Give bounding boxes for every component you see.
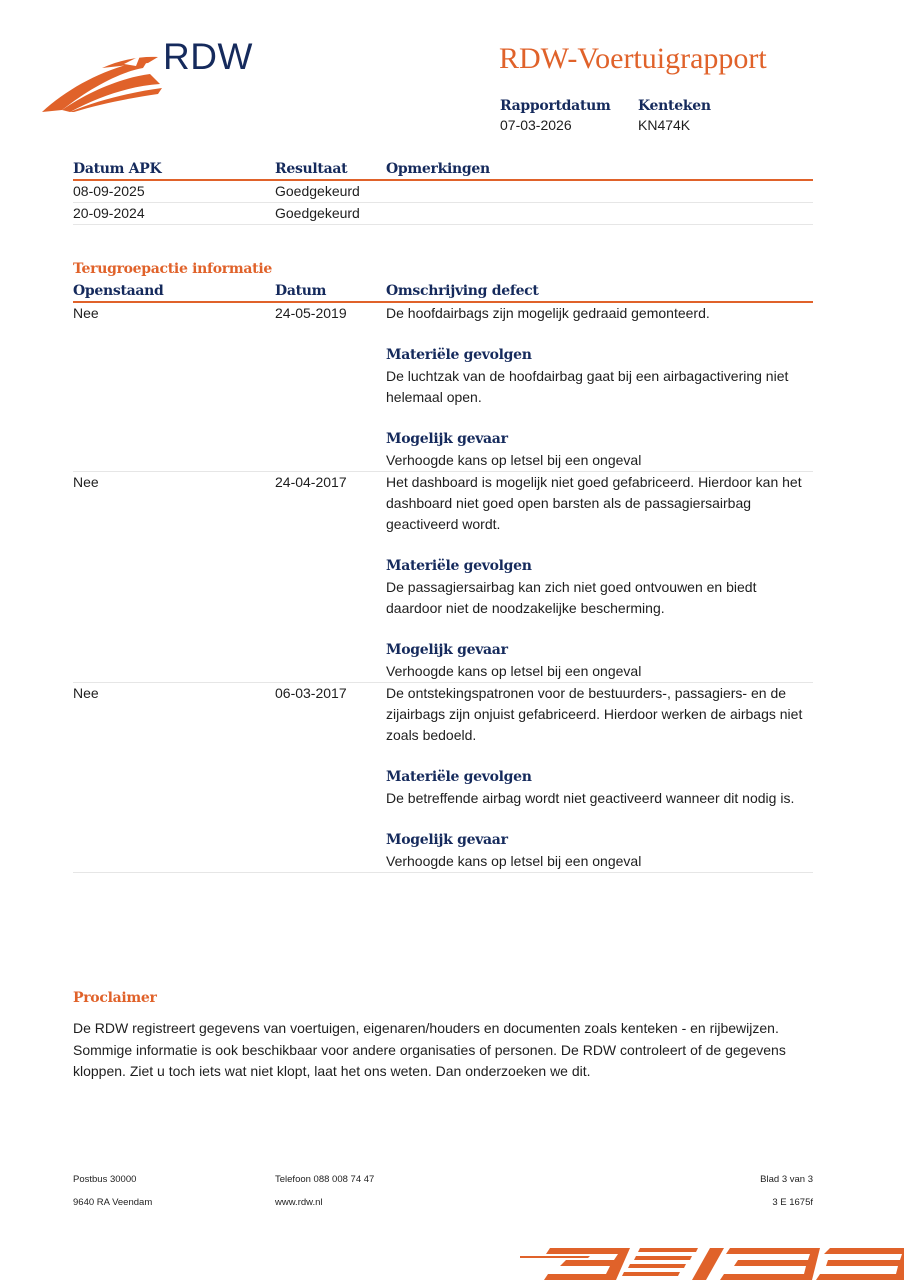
- possible-danger-text: Verhoogde kans op letsel bij een ongeval: [386, 663, 642, 679]
- rdw-stripes-icon: [520, 1244, 904, 1280]
- apk-datum: 20-09-2024: [73, 203, 275, 225]
- kenteken-value: KN474K: [638, 117, 691, 133]
- recall-table: [73, 280, 813, 873]
- material-consequences-label: Materiële gevolgen: [386, 347, 532, 363]
- apk-header-opmerkingen: Opmerkingen: [386, 158, 813, 180]
- recall-section-title: Terugroepactie informatie: [73, 261, 272, 277]
- material-consequences-label: Materiële gevolgen: [386, 558, 532, 574]
- footer-postbus: Postbus 30000: [73, 1174, 137, 1185]
- material-consequences-text: De luchtzak van de hoofdairbag gaat bij een airbagactivering niet helemaal open.: [386, 368, 789, 405]
- defect-description: De hoofdairbags zijn mogelijk gedraaid gemonteerd.: [386, 305, 710, 321]
- apk-datum: 08-09-2025: [73, 180, 275, 203]
- proclaimer-title: Proclaimer: [73, 990, 157, 1006]
- recall-defect-cell: [386, 683, 813, 873]
- recall-openstaand: Nee: [73, 472, 275, 683]
- material-consequences-label: Materiële gevolgen: [386, 769, 532, 785]
- table-row: [73, 683, 813, 873]
- apk-opmerkingen: [386, 180, 813, 203]
- apk-header-datum: Datum APK: [73, 158, 275, 180]
- recall-header-openstaand: Openstaand: [73, 280, 275, 302]
- possible-danger-label: Mogelijk gevaar: [386, 642, 508, 658]
- table-row: [73, 302, 813, 472]
- recall-datum: 24-04-2017: [275, 472, 386, 683]
- table-row: [73, 472, 813, 683]
- possible-danger-label: Mogelijk gevaar: [386, 832, 508, 848]
- recall-header-row: [73, 280, 813, 302]
- kenteken-label: Kenteken: [638, 98, 711, 114]
- material-consequences-text: De betreffende airbag wordt niet geactiveerd wanneer dit nodig is.: [386, 790, 795, 806]
- recall-datum: 24-05-2019: [275, 302, 386, 472]
- apk-header-row: [73, 158, 813, 180]
- apk-opmerkingen: [386, 203, 813, 225]
- recall-defect-cell: [386, 302, 813, 472]
- rapportdatum-label: Rapportdatum: [500, 98, 611, 114]
- recall-datum: 06-03-2017: [275, 683, 386, 873]
- logo-text: RDW: [163, 36, 253, 77]
- footer-telefoon: Telefoon 088 008 74 47: [275, 1174, 375, 1185]
- apk-resultaat: Goedgekeurd: [275, 180, 386, 203]
- table-row: [73, 203, 813, 225]
- apk-table: [73, 158, 813, 225]
- footer-website[interactable]: www.rdw.nl: [275, 1197, 323, 1208]
- possible-danger-label: Mogelijk gevaar: [386, 431, 508, 447]
- recall-openstaand: Nee: [73, 302, 275, 472]
- footer-code: 3 E 1675f: [772, 1197, 813, 1208]
- proclaimer-text: De RDW registreert gegevens van voertuigen, eigenaren/houders en documenten zoals kenteken - en rijbewijzen. Sommige informatie is ook beschikbaar voor andere organisaties of personen. De RDW controleert of de gegevens kloppen. Ziet u toch iets wat niet klopt, laat het ons weten. Dan onderzoeken we dit.: [73, 1020, 786, 1079]
- footer-page: Blad 3 van 3: [760, 1174, 813, 1185]
- table-row: [73, 180, 813, 203]
- recall-header-omschrijving: Omschrijving defect: [386, 280, 813, 302]
- footer-address: 9640 RA Veendam: [73, 1197, 153, 1208]
- recall-header-datum: Datum: [275, 280, 386, 302]
- apk-header-resultaat: Resultaat: [275, 158, 386, 180]
- possible-danger-text: Verhoogde kans op letsel bij een ongeval: [386, 452, 642, 468]
- defect-description: De ontstekingspatronen voor de bestuurders-, passagiers- en de zijairbags zijn onjuist gefabriceerd. Hierdoor werken de airbags niet zoals bedoeld.: [386, 685, 803, 743]
- defect-description: Het dashboard is mogelijk niet goed gefabriceerd. Hierdoor kan het dashboard niet goed open barsten als de passagiersairbag geactiveerd wordt.: [386, 474, 802, 532]
- recall-openstaand: Nee: [73, 683, 275, 873]
- material-consequences-text: De passagiersairbag kan zich niet goed ontvouwen en biedt daardoor niet de noodzakelijke bescherming.: [386, 579, 757, 616]
- apk-resultaat: Goedgekeurd: [275, 203, 386, 225]
- rapportdatum-value: 07-03-2026: [500, 117, 572, 133]
- recall-defect-cell: [386, 472, 813, 683]
- report-title: RDW-Voertuigrapport: [499, 42, 767, 75]
- possible-danger-text: Verhoogde kans op letsel bij een ongeval: [386, 853, 642, 869]
